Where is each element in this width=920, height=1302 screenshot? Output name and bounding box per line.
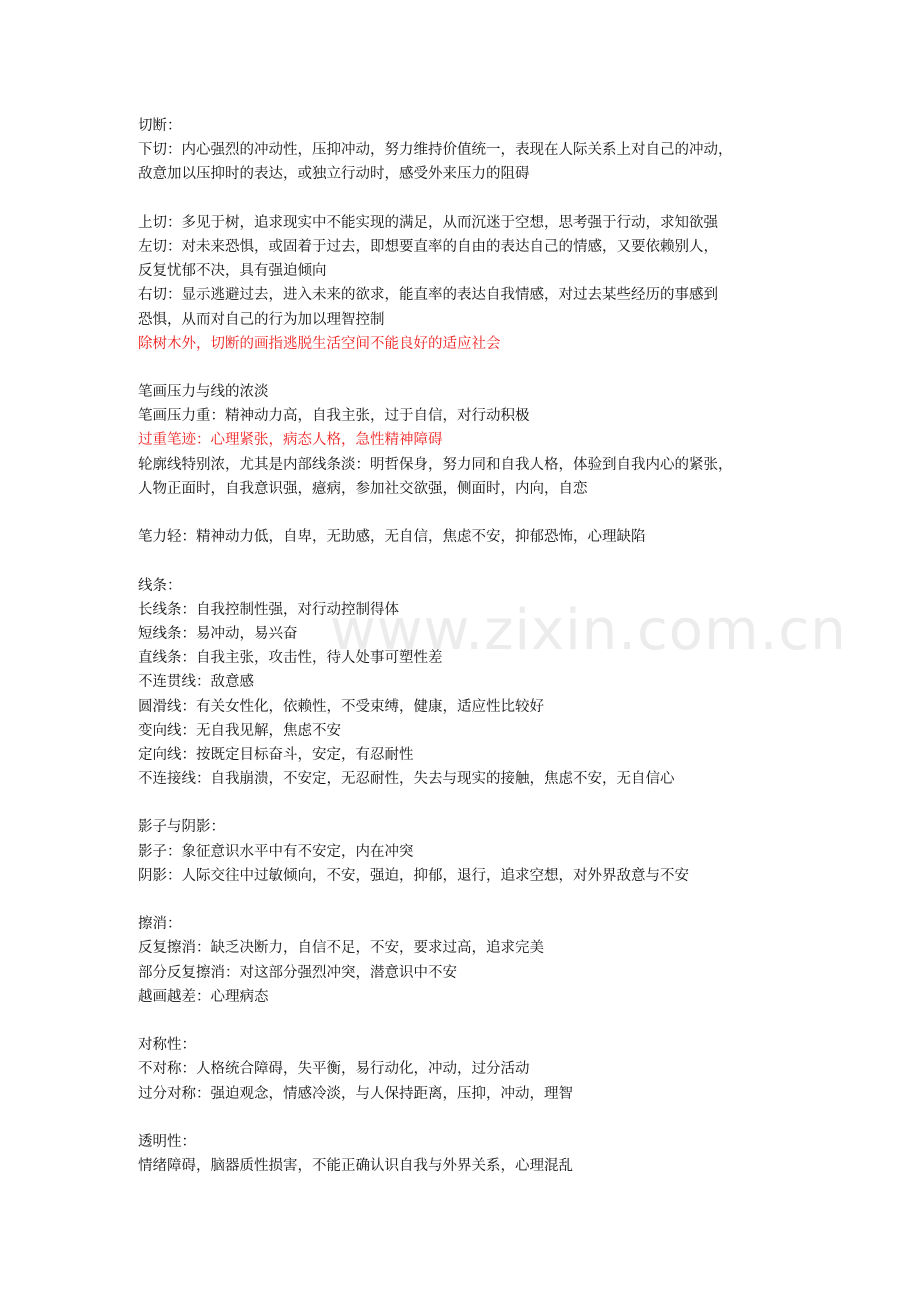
text-line: 右切：显示逃避过去，进入未来的欲求，能直率的表达自我情感，对过去某些经历的事感到 bbox=[138, 287, 718, 304]
text-line: 过分对称：强迫观念，情感冷淡，与人保持距离，压抑，冲动，理智 bbox=[138, 1085, 573, 1102]
text-line: 笔画压力重：精神动力高，自我主张，过于自信，对行动积极 bbox=[138, 408, 530, 425]
text-line: 不连贯线：敌意感 bbox=[138, 674, 254, 691]
text-line: 左切：对未来恐惧，或固着于过去，即想要直率的自由的表达自己的情感，又要依赖别人， bbox=[138, 238, 718, 255]
text-line: 影子：象征意识水平中有不安定，内在冲突 bbox=[138, 843, 414, 860]
text-line: 人物正面时，自我意识强，癔病，参加社交欲强，侧面时，内向，自恋 bbox=[138, 480, 588, 497]
blank-line bbox=[138, 501, 788, 525]
highlight-note: 除树木外，切断的画指逃脱生活空间不能良好的适应社会 bbox=[138, 335, 501, 352]
text-line: 圆滑线：有关女性化，依赖性，不受束缚，健康，适应性比较好 bbox=[138, 698, 544, 715]
blank-line bbox=[138, 187, 788, 211]
blank-line bbox=[138, 549, 788, 573]
text-line: 情绪障碍，脑器质性损害，不能正确认识自我与外界关系，心理混乱 bbox=[138, 1158, 573, 1175]
heading-erasure: 擦消： bbox=[138, 916, 182, 933]
text-line: 轮廓线特别浓，尤其是内部线条淡：明哲保身，努力同和自我人格，体验到自我内心的紧张， bbox=[138, 456, 733, 473]
text-line: 反复擦消：缺乏决断力，自信不足，不安，要求过高，追求完美 bbox=[138, 940, 544, 957]
heading-symmetry: 对称性： bbox=[138, 1037, 196, 1054]
text-line: 敌意加以压抑时的表达，或独立行动时，感受外来压力的阻碍 bbox=[138, 166, 530, 183]
document-body bbox=[138, 114, 788, 1178]
blank-line bbox=[138, 1106, 788, 1130]
text-line: 阴影：人际交往中过敏倾向，不安，强迫，抑郁，退行，追求空想，对外界敌意与不安 bbox=[138, 867, 689, 884]
heading-transparency: 透明性： bbox=[138, 1133, 196, 1150]
text-line: 上切：多见于树，追求现实中不能实现的满足，从而沉迷于空想，思考强于行动，求知欲强 bbox=[138, 214, 718, 231]
text-line: 不连接线：自我崩溃，不安定，无忍耐性，失去与现实的接触，焦虑不安，无自信心 bbox=[138, 771, 675, 788]
text-line: 反复忧郁不决，具有强迫倾向 bbox=[138, 263, 327, 280]
text-line: 长线条：自我控制性强，对行动控制得体 bbox=[138, 601, 399, 618]
text-line: 笔力轻：精神动力低，自卑，无助感，无自信，焦虑不安，抑郁恐怖，心理缺陷 bbox=[138, 529, 646, 546]
text-line: 恐惧，从而对自己的行为加以理智控制 bbox=[138, 311, 385, 328]
text-line: 下切：内心强烈的冲动性，压抑冲动，努力维持价值统一，表现在人际关系上对自己的冲动， bbox=[138, 142, 733, 159]
blank-line bbox=[138, 888, 788, 912]
heading-shadow: 影子与阴影： bbox=[138, 819, 225, 836]
blank-line bbox=[138, 1009, 788, 1033]
watermark-text: www.zixin.com.cn bbox=[330, 598, 847, 663]
text-line: 越画越差：心理病态 bbox=[138, 988, 269, 1005]
text-line: 变向线：无自我见解，焦虑不安 bbox=[138, 722, 341, 739]
heading-cut: 切断： bbox=[138, 118, 182, 134]
heading-stroke-pressure: 笔画压力与线的浓淡 bbox=[138, 384, 269, 401]
blank-line bbox=[138, 356, 788, 380]
text-line: 直线条：自我主张，攻击性，待人处事可塑性差 bbox=[138, 650, 443, 667]
blank-line bbox=[138, 791, 788, 815]
text-line: 定向线：按既定目标奋斗，安定，有忍耐性 bbox=[138, 746, 414, 763]
text-line: 短线条：易冲动，易兴奋 bbox=[138, 625, 298, 642]
highlight-note: 过重笔迹：心理紧张，病态人格，急性精神障碍 bbox=[138, 432, 443, 449]
text-line: 部分反复擦消：对这部分强烈冲突，潜意识中不安 bbox=[138, 964, 457, 981]
text-line: 不对称：人格统合障碍，失平衡，易行动化，冲动，过分活动 bbox=[138, 1061, 530, 1078]
heading-lines: 线条： bbox=[138, 577, 182, 594]
